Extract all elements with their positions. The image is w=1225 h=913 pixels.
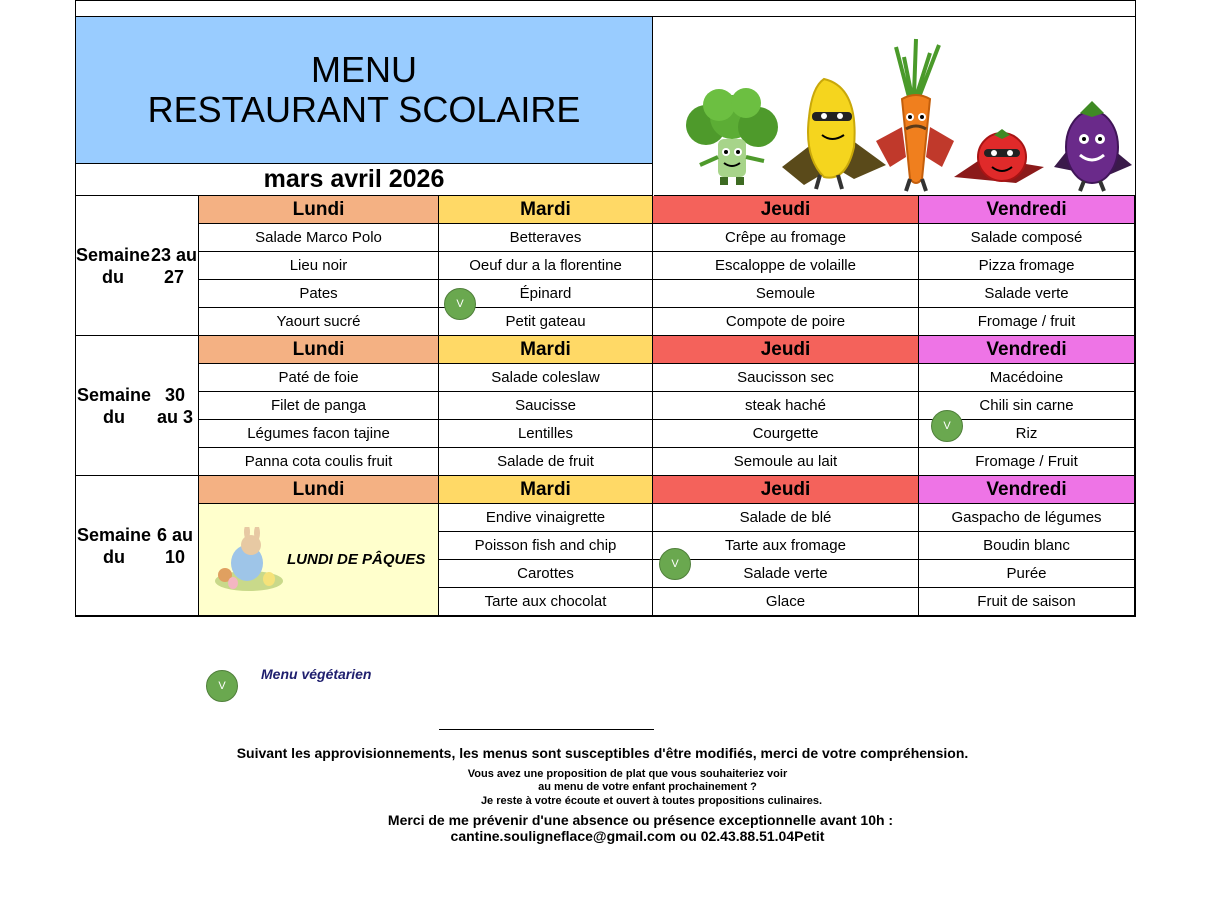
- vegetarian-badge-legend: [206, 670, 238, 702]
- holiday-label: LUNDI DE PÂQUES: [287, 551, 426, 568]
- dish-cell: Tarte aux fromage: [653, 532, 919, 560]
- tomato-icon: [954, 129, 1044, 183]
- dish-cell: Pizza fromage: [919, 252, 1135, 280]
- vegetarian-badge: [444, 288, 476, 320]
- dish-cell: Compote de poire: [653, 308, 919, 336]
- day-header-jeudi: Jeudi: [653, 196, 919, 224]
- dish-cell: Carottes: [439, 560, 653, 588]
- dish-cell: Purée: [919, 560, 1135, 588]
- week-label-line2: 30 au 3: [157, 384, 194, 427]
- legend-label: Menu végétarien: [261, 666, 372, 682]
- dish-cell: Riz: [919, 420, 1135, 448]
- week-label-line1: Semaine du: [77, 524, 152, 567]
- week-label: [76, 336, 199, 476]
- dish-cell: Légumes facon tajine: [199, 420, 439, 448]
- dish-cell: Yaourt sucré: [199, 308, 439, 336]
- day-header-mardi: Mardi: [439, 196, 653, 224]
- dish-cell: Panna cota coulis fruit: [199, 448, 439, 476]
- day-header-lundi: Lundi: [199, 196, 439, 224]
- dish-cell: Fromage / Fruit: [919, 448, 1135, 476]
- dish-cell: Salade verte: [919, 280, 1135, 308]
- dish-cell: Boudin blanc: [919, 532, 1135, 560]
- footer-contact-line: Merci de me prévenir d'une absence ou présence exceptionnelle avant 10h :: [387, 812, 894, 828]
- separator-line: [439, 729, 654, 730]
- day-header-vendredi: Vendredi: [919, 336, 1135, 364]
- broccoli-icon: [686, 88, 778, 185]
- easter-rabbit-icon: [211, 527, 285, 593]
- period-label: [76, 164, 653, 196]
- page-subtitle: RESTAURANT SCOLAIRE: [147, 89, 581, 130]
- period-text: mars avril 2026: [263, 165, 445, 193]
- day-header-jeudi: Jeudi: [653, 336, 919, 364]
- dish-cell: Oeuf dur a la florentine: [439, 252, 653, 280]
- dish-cell: Petit gateau: [439, 308, 653, 336]
- vegetables-svg: [654, 17, 1136, 196]
- dish-cell: Escaloppe de volaille: [653, 252, 919, 280]
- day-header-lundi: Lundi: [199, 336, 439, 364]
- day-header-mardi: Mardi: [439, 336, 653, 364]
- footer-proposal-line3: Je reste à votre écoute et ouvert à toutes propositions culinaires.: [480, 795, 823, 807]
- vegetable-mascots-illustration: [654, 17, 1136, 196]
- dish-cell: Poisson fish and chip: [439, 532, 653, 560]
- badge-letter: V: [671, 558, 679, 570]
- footer-contact-email[interactable]: cantine.souligneflace@gmail.com ou 02.43.88.51.04Petit: [450, 828, 825, 844]
- dish-cell: Lieu noir: [199, 252, 439, 280]
- banana-icon: [782, 79, 886, 189]
- dish-cell: Betteraves: [439, 224, 653, 252]
- dish-cell: Salade Marco Polo: [199, 224, 439, 252]
- dish-cell: Crêpe au fromage: [653, 224, 919, 252]
- week-label-line2: 6 au 10: [157, 524, 194, 567]
- day-header-lundi: Lundi: [199, 476, 439, 504]
- title-block: [76, 17, 653, 164]
- day-header-vendredi: Vendredi: [919, 476, 1135, 504]
- dish-cell: Salade coleslaw: [439, 364, 653, 392]
- dish-cell: Glace: [653, 588, 919, 616]
- vegetarian-badge: [931, 410, 963, 442]
- week-label-line1: Semaine du: [77, 384, 152, 427]
- vegetarian-badge: [659, 548, 691, 580]
- carrot-icon: [876, 39, 954, 191]
- footer-notice: Suivant les approvisionnements, les menus sont susceptibles d'être modifiés, merci de votre compréhension.: [236, 745, 969, 761]
- page-title: MENU: [311, 49, 417, 90]
- badge-letter: V: [943, 420, 951, 432]
- footer-proposal-line2: au menu de votre enfant prochainement ?: [538, 781, 757, 793]
- dish-cell: Semoule: [653, 280, 919, 308]
- week-label-line1: Semaine du: [76, 244, 151, 287]
- footer-proposal-line1: Vous avez une proposition de plat que vous souhaiteriez voir: [467, 768, 788, 780]
- dish-cell: Salade de blé: [653, 504, 919, 532]
- dish-cell: Chili sin carne: [919, 392, 1135, 420]
- dish-cell: Filet de panga: [199, 392, 439, 420]
- day-header-jeudi: Jeudi: [653, 476, 919, 504]
- dish-cell: Salade de fruit: [439, 448, 653, 476]
- eggplant-icon: [1054, 101, 1132, 191]
- dish-cell: Épinard: [439, 280, 653, 308]
- holiday-cell: [199, 504, 439, 616]
- week-label: [76, 476, 199, 616]
- day-header-mardi: Mardi: [439, 476, 653, 504]
- dish-cell: Gaspacho de légumes: [919, 504, 1135, 532]
- dish-cell: Macédoine: [919, 364, 1135, 392]
- dish-cell: Saucisse: [439, 392, 653, 420]
- dish-cell: Paté de foie: [199, 364, 439, 392]
- dish-cell: Semoule au lait: [653, 448, 919, 476]
- dish-cell: Salade composé: [919, 224, 1135, 252]
- dish-cell: Lentilles: [439, 420, 653, 448]
- dish-cell: Tarte aux chocolat: [439, 588, 653, 616]
- dish-cell: steak haché: [653, 392, 919, 420]
- dish-cell: Courgette: [653, 420, 919, 448]
- dish-cell: Pates: [199, 280, 439, 308]
- dish-cell: Salade verte: [653, 560, 919, 588]
- badge-letter: V: [218, 680, 226, 692]
- dish-cell: Fruit de saison: [919, 588, 1135, 616]
- week-label: [76, 196, 199, 336]
- week-label-line2: 23 au 27: [151, 244, 198, 287]
- dish-cell: Endive vinaigrette: [439, 504, 653, 532]
- day-header-vendredi: Vendredi: [919, 196, 1135, 224]
- badge-letter: V: [456, 298, 464, 310]
- dish-cell: Fromage / fruit: [919, 308, 1135, 336]
- dish-cell: Saucisson sec: [653, 364, 919, 392]
